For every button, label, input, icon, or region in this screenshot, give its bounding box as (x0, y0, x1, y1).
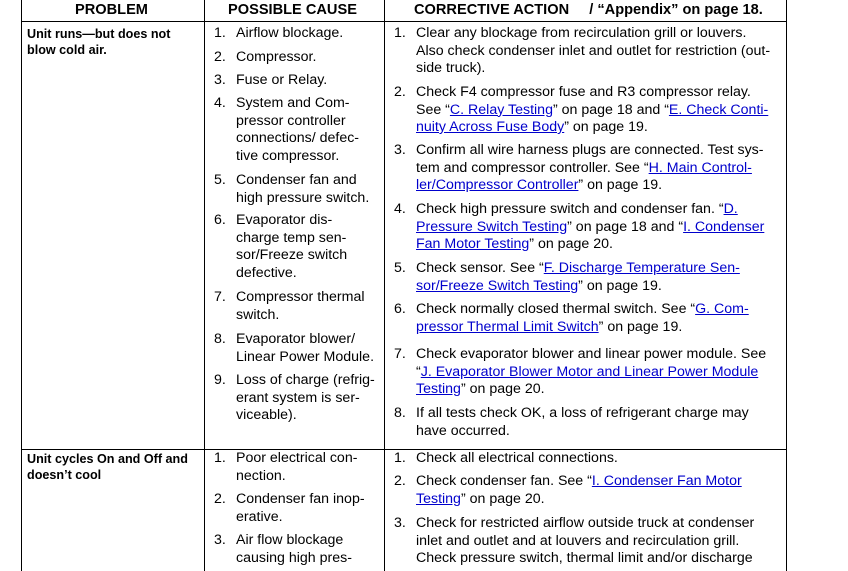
action-text-segment: ” on page 20. (529, 236, 613, 252)
cause-text: Evaporator dis- charge temp sen- sor/Freeze switch defective. (236, 212, 348, 281)
cause-item (214, 172, 384, 207)
cause-number: 2. (214, 491, 226, 507)
action-text-segment: ” on page 20. (460, 490, 545, 507)
cross-reference-link[interactable]: G. Com- pressor Thermal Limit Switch (416, 301, 749, 335)
action-item (394, 260, 783, 295)
action-text-segment: ” on page 19. (598, 318, 683, 335)
action-text (416, 25, 783, 78)
header-corrective-action-label: CORRECTIVE ACTION (414, 2, 570, 18)
action-text (416, 450, 783, 468)
action-text-segment: Check condenser fan. See “ (416, 473, 592, 489)
action-item (394, 405, 783, 440)
header-divider (21, 21, 787, 22)
cause-text: Compressor. (236, 49, 317, 65)
action-number: 5. (394, 260, 406, 276)
cause-text: Airflow blockage. (236, 25, 344, 41)
action-item (394, 142, 783, 195)
cause-number: 8. (214, 331, 226, 347)
cross-reference-link[interactable]: H. Main Control- ler/Compressor Controller (416, 159, 752, 193)
action-text (416, 301, 783, 336)
cause-number: 3. (214, 532, 226, 548)
action-text-segment: ” on page 19. (578, 277, 662, 294)
cause-item (214, 49, 384, 67)
column-divider-2 (384, 0, 385, 571)
cause-text: System and Com- pressor controller connections/ defec- tive compressor. (236, 95, 360, 164)
action-text-segment: ” on page 20. (460, 381, 545, 397)
action-text (416, 405, 783, 440)
cause-number: 2. (214, 49, 226, 65)
cross-reference-link[interactable]: D. Pressure Switch Testing (416, 201, 738, 235)
action-text-segment: Check evaporator blower and linear power module. See “ (416, 346, 767, 380)
cause-number: 4. (214, 95, 226, 111)
action-number: 6. (394, 301, 406, 317)
action-number: 7. (394, 346, 406, 362)
table-border-left (21, 0, 22, 571)
action-text (416, 515, 783, 568)
action-number: 3. (394, 515, 406, 531)
cause-number: 3. (214, 72, 226, 88)
cross-reference-link[interactable]: C. Relay Testing (449, 101, 553, 118)
cause-text: Condenser fan and high pressure switch. (236, 172, 370, 206)
action-text (416, 260, 783, 295)
cause-item (214, 372, 384, 425)
action-number: 4. (394, 201, 406, 217)
cause-number: 7. (214, 289, 226, 305)
cause-number: 6. (214, 212, 226, 228)
cause-item (214, 331, 384, 366)
action-number: 2. (394, 84, 406, 100)
cause-item (214, 25, 384, 43)
action-number: 8. (394, 405, 406, 421)
cause-item (214, 289, 384, 324)
cross-reference-link[interactable]: E. Check Conti- nuity Across Fuse Body (416, 101, 769, 135)
cause-number: 1. (214, 25, 226, 41)
cause-text: Loss of charge (refrig- erant system is ser- viceable). (236, 372, 375, 423)
cause-item (214, 491, 384, 526)
action-item (394, 450, 783, 468)
cross-reference-link[interactable]: I. Condenser Fan Motor Testing (416, 473, 742, 507)
action-number: 1. (394, 25, 406, 41)
action-item (394, 473, 783, 508)
action-text (416, 142, 783, 195)
cause-number: 9. (214, 372, 226, 388)
column-divider-1 (204, 0, 205, 571)
cause-text: Fuse or Relay. (236, 72, 328, 88)
action-text (416, 346, 783, 399)
action-item (394, 301, 783, 336)
cause-text: Condenser fan inop- erative. (236, 491, 365, 525)
problem-cell: Unit runs—but does not blow cold air. (27, 27, 171, 57)
action-text-segment: Check normally closed thermal switch. See “ (416, 301, 696, 317)
cause-text: Poor electrical con- nection. (236, 450, 358, 484)
header-problem: PROBLEM (75, 2, 148, 18)
cause-text: Air flow blockage causing high pres- (236, 532, 352, 566)
action-number: 2. (394, 473, 406, 489)
action-text-segment: Check for restricted airflow outside truck at condenser inlet and outlet and at louvers and recirculation grill. Check pressure switch, thermal limit and/or discharge (416, 515, 755, 566)
cause-item (214, 72, 384, 90)
action-number: 3. (394, 142, 406, 158)
action-text (416, 201, 783, 254)
action-text-segment: ” on page 18 and “ (552, 101, 669, 118)
action-text-segment: Clear any blockage from recirculation grill or louvers. Also check condenser inlet and outlet for restriction (out- side truck). (416, 25, 771, 76)
action-text (416, 473, 783, 508)
action-item (394, 346, 783, 399)
cause-number: 5. (214, 172, 226, 188)
column-divider-3 (786, 0, 787, 571)
header-possible-cause: POSSIBLE CAUSE (228, 2, 357, 18)
action-text-segment: Confirm all wire harness plugs are connected. Test sys- tem and compressor controller. See “ (416, 142, 764, 176)
action-text-segment: Check sensor. See “ (416, 260, 544, 276)
action-item (394, 515, 783, 568)
action-number: 1. (394, 450, 406, 466)
action-item (394, 25, 783, 78)
cause-item (214, 450, 384, 485)
cause-item (214, 212, 384, 282)
cross-reference-link[interactable]: J. Evaporator Blower Motor and Linear Power Module Testing (416, 363, 759, 397)
action-text-segment: Check high pressure switch and condenser fan. “ (416, 201, 724, 217)
problem-cell: Unit cycles On and Off and doesn’t cool (27, 452, 188, 482)
action-text-segment: Check F4 compressor fuse and R3 compressor relay. See “ (416, 84, 751, 118)
header-appendix-note: / “Appendix” on page 18. (589, 2, 763, 18)
cause-text: Compressor thermal switch. (236, 289, 365, 323)
cause-text: Evaporator blower/ Linear Power Module. (236, 331, 375, 365)
cross-reference-link[interactable]: F. Discharge Temperature Sen- sor/Freeze Switch Testing (416, 260, 740, 294)
action-text-segment: ” on page 19. (578, 177, 663, 193)
action-text-segment: ” on page 18 and “ (567, 218, 684, 235)
action-text-segment: If all tests check OK, a loss of refrigerant charge may have occurred. (416, 405, 749, 439)
action-item (394, 84, 783, 137)
cause-item (214, 95, 384, 165)
action-text (416, 84, 783, 137)
action-text-segment: ” on page 19. (564, 119, 648, 135)
cross-reference-link[interactable]: I. Condenser Fan Motor Testing (416, 218, 765, 252)
cause-number: 1. (214, 450, 226, 466)
action-text-segment: Check all electrical connections. (416, 450, 618, 466)
header-corrective-action (414, 1, 763, 19)
cause-item (214, 532, 384, 567)
action-item (394, 201, 783, 254)
